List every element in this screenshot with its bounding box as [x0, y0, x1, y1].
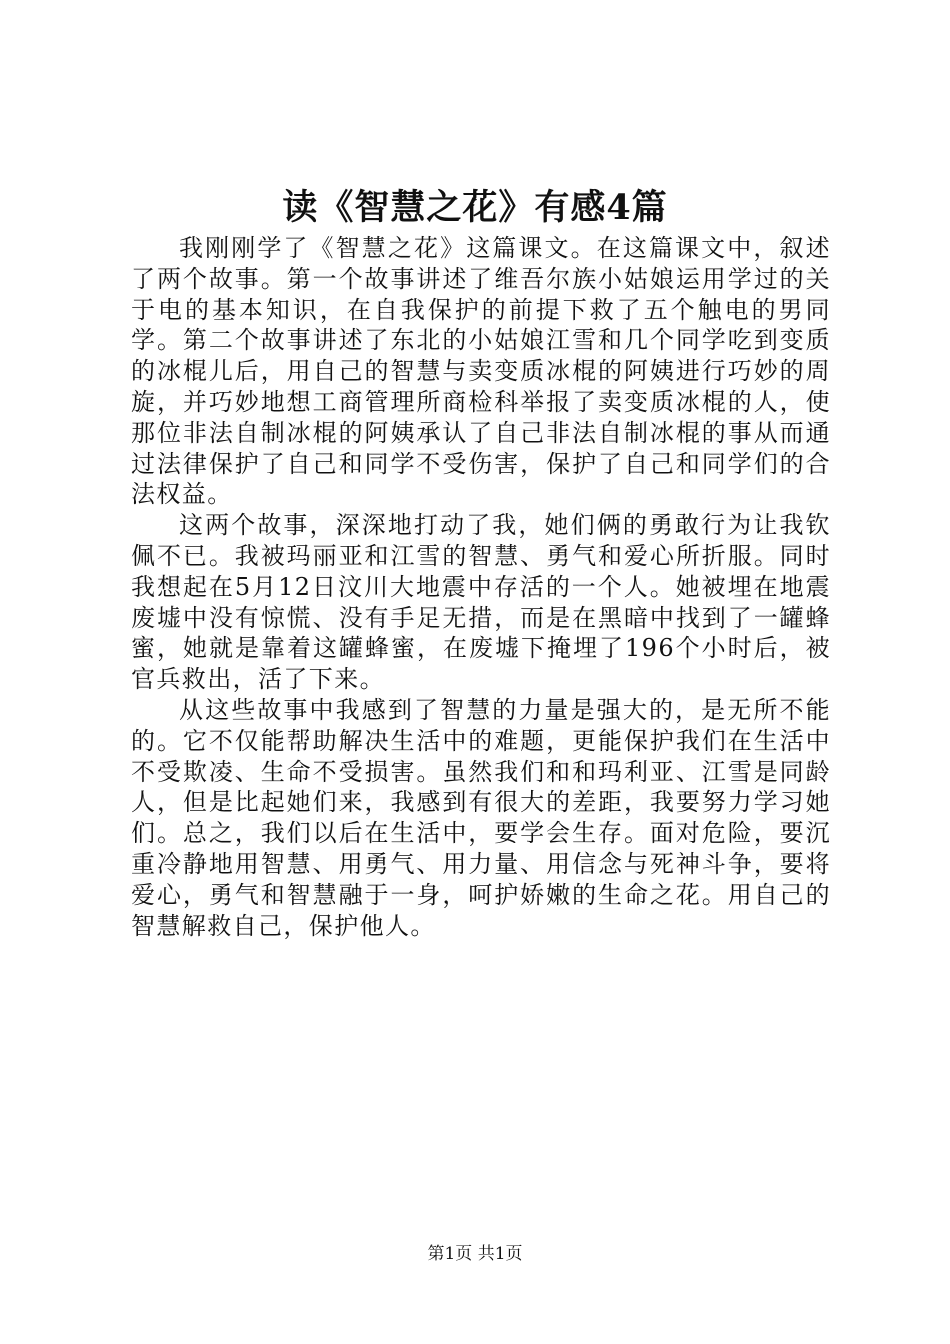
paragraph-3: 从这些故事中我感到了智慧的力量是强大的，是无所不能的。它不仅能帮助解决生活中的难题，更能保护我们在生活中不受欺凌、生命不受损害。虽然我们和和玛利亚、江雪是同龄人，但是比起她们来，我感到有很大的差距，我要努力学习她们。总之，我们以后在生活中，要学会生存。面对危险，要沉重冷静地用智慧、用勇气、用力量、用信念与死神斗争，要将爱心，勇气和智慧融于一身，呵护娇嫩的生命之花。用自己的智慧解救自己，保护他人。	[131, 695, 831, 940]
paragraph-2: 这两个故事，深深地打动了我，她们俩的勇敢行为让我钦佩不已。我被玛丽亚和江雪的智慧、勇气和爱心所折服。同时我想起在5月12日汶川大地震中存活的一个人。她被埋在地震废墟中没有惊慌、没有手足无措，而是在黑暗中找到了一罐蜂蜜，她就是靠着这罐蜂蜜，在废墟下掩埋了196个小时后，被官兵救出，活了下来。	[131, 511, 831, 694]
page-footer: 第1页 共1页	[427, 1244, 523, 1264]
document-body	[131, 233, 831, 941]
paragraph-1: 我刚刚学了《智慧之花》这篇课文。在这篇课文中，叙述了两个故事。第一个故事讲述了维吾尔族小姑娘运用学过的关于电的基本知识，在自我保护的前提下救了五个触电的男同学。第二个故事讲述了东北的小姑娘江雪和几个同学吃到变质的冰棍儿后，用自己的智慧与卖变质冰棍的阿姨进行巧妙的周旋，并巧妙地想工商管理所商检科举报了卖变质冰棍的人，使那位非法自制冰棍的阿姨承认了自己非法自制冰棍的事从而通过法律保护了自己和同学不受伤害，保护了自己和同学们的合法权益。	[131, 234, 831, 509]
page-title: 读《智慧之花》有感4篇	[282, 187, 668, 228]
